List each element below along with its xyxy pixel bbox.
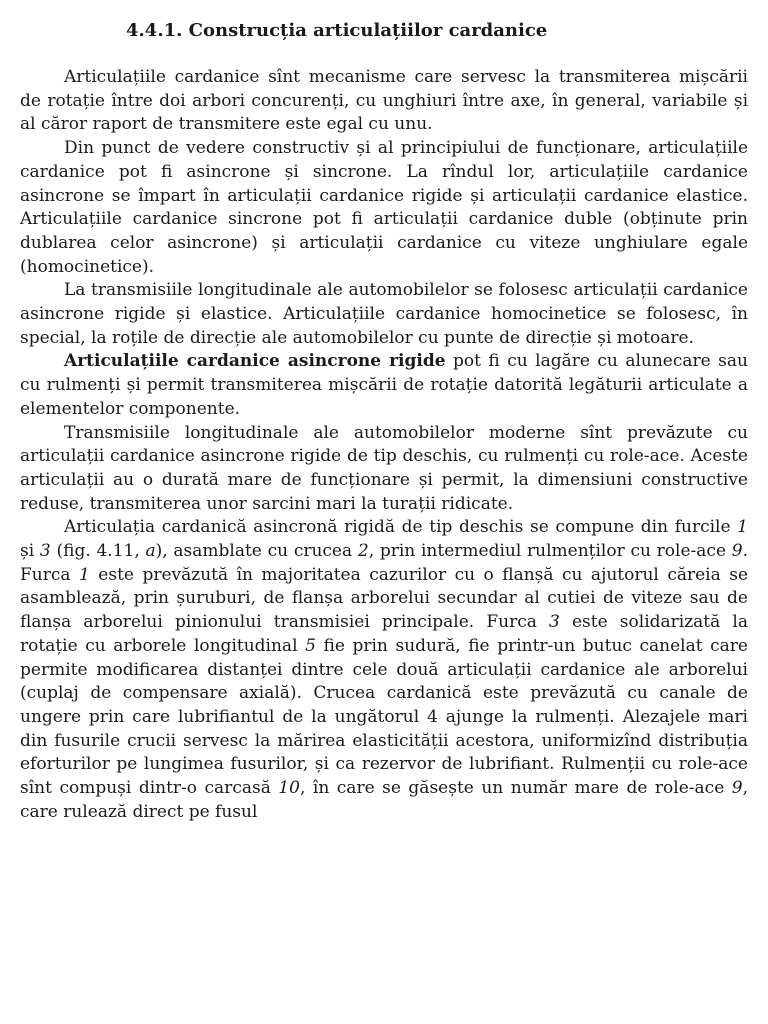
body-text [20, 66, 748, 825]
paragraph-text: Articulația cardanică asincronă rigidă de tip deschis se compune din furcile [64, 517, 738, 538]
paragraph-3 [20, 279, 748, 350]
reference-numeral: 1 [737, 517, 748, 538]
reference-numeral: 9 [731, 541, 743, 562]
paragraph-6 [20, 516, 748, 824]
paragraph-text: Din punct de vedere constructiv și al principiului de funcționare, articulațiile cardanice pot fi asincrone și sincrone. La rîndul lor, articulațiile cardanice asincrone se împart în articulații cardanice rigide și articulații cardanice elastice. Articulațiile cardanice sincrone pot fi articulații cardanice duble (obținute prin dublarea celor asincrone) și articulații cardanice cu viteze unghiulare egale (homocinetice). [20, 138, 748, 277]
paragraph-text: Transmisiile longitudinale ale automobilelor moderne sînt prevăzute cu articulații cardanice asincrone rigide de tip deschis, cu rulmenți cu role-ace. Aceste articulații au o durată mare de funcționare și permit, la dimensiuni constructive reduse, transmiterea unor sarcini mari la turații ridicate. [20, 422, 748, 514]
paragraph-4 [20, 350, 748, 421]
paragraph-text: Articulațiile cardanice sînt mecanisme care servesc la transmiterea mișcării de rotație între doi arbori concurenți, cu unghiuri între axe, în general, variabile și al căror raport de transmitere este egal cu unu. [20, 67, 748, 135]
section-number: 4.4.1. [126, 20, 183, 41]
paragraph-text: , prin intermediul rulmenților cu role-ace [368, 541, 732, 562]
reference-numeral: 5 [305, 635, 316, 656]
bold-term: Articulațiile cardanice asincrone rigide [64, 351, 446, 372]
paragraph-2 [20, 137, 748, 279]
paragraph-text: pot fi cu lagăre cu alunecare sau cu rulmenți și permit transmiterea mișcării de rotație datorită legăturii articulate a elementelor componente. [20, 351, 748, 419]
paragraph-text: este prevăzută în majoritatea cazurilor cu o flanșă cu ajutorul căreia se asamblează, prin șuruburi, de flanșa arborelui secundar al cutiei de viteze sau de flanșa arborelui pinionului transmisiei principale. Furca [20, 564, 748, 633]
reference-numeral: 2 [357, 541, 369, 562]
paragraph-text: La transmisiile longitudinale ale automobilelor se folosesc articulații cardanice asincrone rigide și elastice. Articulațiile cardanice homocinetice se folosesc, în special, la roțile de direcție ale automobilelor cu punte de direcție și motoare. [20, 280, 748, 348]
paragraph-1 [20, 66, 748, 137]
paragraph-text: este solidarizată la rotație cu arborele longitudinal [20, 612, 748, 656]
reference-numeral: 3 [39, 541, 51, 562]
reference-numeral: 10 [278, 778, 300, 799]
paragraph-text: ), asamblate cu crucea [155, 541, 358, 562]
paragraph-text: , în care se găsește un număr mare de role-ace [299, 778, 732, 799]
paragraph-text: fie prin sudură, fie printr-un butuc canelat care permite modificarea distanței dintre cele două articulații cardanice ale arborelui (cuplaj de compensare axială). Crucea cardanică este prevăzută cu canale de ungere prin care lubrifiantul de la ungătorul 4 ajunge la rulmenți. Alezajele mari din fusurile crucii servesc la mărirea elasticității acestora, uniformizînd distribuția eforturilor pe lungimea fusurilor, și ca rezervor de lubrifiant. Rulmenții cu role-ace sînt compuși dintr-o carcasă [20, 635, 748, 799]
paragraph-text: (fig. 4.11, [50, 541, 146, 562]
reference-numeral: 9 [731, 778, 743, 799]
reference-numeral: a [145, 541, 156, 562]
reference-numeral: 1 [79, 564, 90, 585]
section-heading [126, 18, 748, 44]
paragraph-text: . Furca [20, 541, 748, 585]
paragraph-text: , care rulează direct pe fusul [20, 778, 748, 822]
paragraph-5 [20, 422, 748, 517]
section-title: Construcția articulațiilor cardanice [188, 20, 548, 41]
paragraph-text: și [20, 541, 40, 562]
reference-numeral: 3 [549, 612, 560, 633]
